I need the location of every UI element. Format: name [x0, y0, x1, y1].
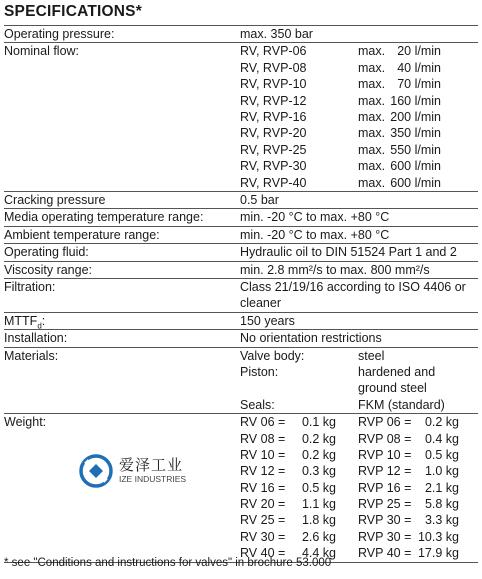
spec-value-line2: cleaner — [240, 296, 281, 311]
spec-row-operating-pressure — [4, 25, 478, 43]
page-title: SPECIFICATIONS* — [4, 3, 142, 20]
ize-logo-icon — [78, 453, 114, 489]
flow-value: 550 l/min — [390, 142, 441, 157]
materials-piston — [4, 364, 478, 380]
spec-label: Weight: — [4, 415, 47, 430]
nominal-flow-row — [4, 76, 478, 92]
spec-row-media-temperature — [4, 209, 478, 226]
flow-value: 70 l/min — [397, 77, 441, 92]
rvp-model: RVP 25 = — [358, 497, 412, 512]
flow-value: 40 l/min — [397, 60, 441, 75]
rv-weight-value: 1.8 kg — [301, 513, 336, 528]
flow-prefix: max. — [358, 109, 386, 124]
material-part-value: FKM (standard) — [358, 397, 445, 412]
weight-row — [4, 529, 478, 545]
materials-piston-cont — [4, 380, 478, 396]
watermark-chinese-text: 爱泽工业 — [119, 457, 184, 474]
rvp-model: RVP 06 = — [358, 415, 412, 430]
spec-value-line1: Class 21/19/16 according to ISO 4406 or — [240, 279, 466, 294]
flow-prefix: max. — [358, 126, 386, 141]
material-part-value: ground steel — [358, 381, 427, 396]
spec-row-viscosity — [4, 262, 478, 279]
rvp-weight-value: 0.5 kg — [424, 447, 459, 462]
rvp-weight-value: 3.3 kg — [424, 513, 459, 528]
rv-weight-value: 0.2 kg — [301, 447, 336, 462]
watermark-english-text: IZE INDUSTRIES — [119, 474, 187, 484]
flow-prefix: max. — [358, 142, 386, 157]
spec-row-materials — [4, 348, 478, 415]
rv-model: RV 12 = — [240, 464, 286, 479]
spec-row-cracking-pressure — [4, 192, 478, 209]
spec-row-operating-fluid — [4, 244, 478, 261]
flow-value: 20 l/min — [397, 44, 441, 59]
nominal-flow-row — [4, 142, 478, 158]
rvp-model: RVP 40 = — [358, 546, 412, 561]
flow-prefix: max. — [358, 77, 386, 92]
flow-model: RV, RVP-16 — [240, 109, 307, 124]
rv-weight-value: 0.2 kg — [301, 431, 336, 446]
mttf-label-text: MTTF — [4, 313, 38, 328]
rv-model: RV 10 = — [240, 447, 286, 462]
material-part-value: hardened and — [358, 364, 436, 379]
material-part-label: Piston: — [240, 364, 279, 379]
rv-weight-value: 0.5 kg — [301, 480, 336, 495]
rvp-weight-value: 0.4 kg — [424, 431, 459, 446]
rv-weight-value: 0.3 kg — [301, 464, 336, 479]
rv-model: RV 06 = — [240, 415, 286, 430]
spec-row-filtration — [4, 279, 478, 313]
rvp-weight-value: 5.8 kg — [424, 497, 459, 512]
footnote: * see "Conditions and instructions for valves" in brochure 53.000 — [4, 557, 332, 569]
material-part-value: steel — [358, 348, 385, 363]
rv-model: RV 08 = — [240, 431, 286, 446]
spec-label: Cracking pressure — [4, 192, 106, 207]
spec-row-installation — [4, 330, 478, 347]
spec-value: No orientation restrictions — [240, 331, 382, 346]
nominal-flow-row — [4, 109, 478, 125]
nominal-flow-row — [4, 175, 478, 191]
weight-row — [4, 512, 478, 528]
flow-value: 600 l/min — [390, 159, 441, 174]
flow-value: 160 l/min — [390, 93, 441, 108]
flow-model: RV, RVP-20 — [240, 126, 307, 141]
rvp-weight-value: 0.2 kg — [424, 415, 459, 430]
spec-label: Nominal flow: — [4, 44, 80, 59]
mttf-colon: : — [41, 313, 46, 328]
spec-value: min. -20 °C to max. +80 °C — [240, 227, 390, 242]
spec-value: max. 350 bar — [240, 27, 313, 41]
spec-label: Materials: — [4, 348, 59, 363]
spec-label: Filtration: — [4, 279, 56, 294]
flow-value: 600 l/min — [390, 175, 441, 190]
flow-prefix: max. — [358, 60, 386, 75]
flow-value: 200 l/min — [390, 109, 441, 124]
spec-label: Ambient temperature range: — [4, 227, 160, 242]
rvp-model: RVP 10 = — [358, 447, 412, 462]
flow-prefix: max. — [358, 44, 386, 59]
flow-prefix: max. — [358, 175, 386, 190]
rvp-model: RVP 12 = — [358, 464, 412, 479]
spec-value: min. 2.8 mm²/s to max. 800 mm²/s — [240, 262, 430, 277]
spec-label: Viscosity range: — [4, 262, 93, 277]
flow-value: 350 l/min — [390, 126, 441, 141]
flow-model: RV, RVP-06 — [240, 44, 307, 59]
weight-row — [4, 431, 478, 447]
watermark-logo — [76, 451, 206, 495]
flow-model: RV, RVP-40 — [240, 175, 307, 190]
rvp-model: RVP 30 = — [358, 529, 412, 544]
flow-model: RV, RVP-30 — [240, 159, 307, 174]
flow-model: RV, RVP-12 — [240, 93, 307, 108]
flow-model: RV, RVP-10 — [240, 77, 307, 92]
materials-seals — [4, 397, 478, 413]
flow-model: RV, RVP-25 — [240, 142, 307, 157]
flow-prefix: max. — [358, 159, 386, 174]
spec-value: 150 years — [240, 313, 295, 328]
rv-model: RV 16 = — [240, 480, 286, 495]
rvp-weight-value: 2.1 kg — [424, 480, 459, 495]
rv-model: RV 20 = — [240, 497, 286, 512]
rv-weight-value: 4.4 kg — [301, 546, 336, 561]
rvp-model: RVP 16 = — [358, 480, 412, 495]
spec-label: Operating fluid: — [4, 245, 89, 260]
spec-row-ambient-temperature — [4, 227, 478, 244]
spec-row-nominal-flow — [4, 43, 478, 192]
mttf-subscript: d — [37, 321, 42, 331]
rv-model: RV 30 = — [240, 529, 286, 544]
spec-row-mttf — [4, 313, 478, 330]
material-part-label: Seals: — [240, 397, 275, 412]
rv-weight-value: 1.1 kg — [301, 497, 336, 512]
nominal-flow-list — [4, 43, 478, 191]
flow-prefix: max. — [358, 93, 386, 108]
rvp-model: RVP 08 = — [358, 431, 412, 446]
spec-label: Operating pressure: — [4, 27, 115, 41]
spec-value: min. -20 °C to max. +80 °C — [240, 210, 390, 225]
spec-value: 0.5 bar — [240, 192, 279, 207]
rvp-weight-value: 1.0 kg — [424, 464, 459, 479]
rv-weight-value: 2.6 kg — [301, 529, 336, 544]
nominal-flow-row — [4, 93, 478, 109]
materials-body — [4, 348, 478, 364]
nominal-flow-row — [4, 158, 478, 174]
nominal-flow-row — [4, 125, 478, 141]
weight-row — [4, 414, 478, 430]
flow-model: RV, RVP-08 — [240, 60, 307, 75]
rv-model: RV 40 = — [240, 546, 286, 561]
rvp-weight-value: 10.3 kg — [417, 529, 459, 544]
rvp-weight-value: 17.9 kg — [417, 546, 459, 561]
spec-label: Media operating temperature range: — [4, 210, 204, 225]
spec-label: Installation: — [4, 331, 68, 346]
rvp-model: RVP 30 = — [358, 513, 412, 528]
weight-row — [4, 496, 478, 512]
nominal-flow-row — [4, 43, 478, 59]
spec-value: Hydraulic oil to DIN 51524 Part 1 and 2 — [240, 245, 457, 260]
rv-model: RV 25 = — [240, 513, 286, 528]
nominal-flow-row — [4, 60, 478, 76]
rv-weight-value: 0.1 kg — [301, 415, 336, 430]
material-part-label: Valve body: — [240, 348, 305, 363]
